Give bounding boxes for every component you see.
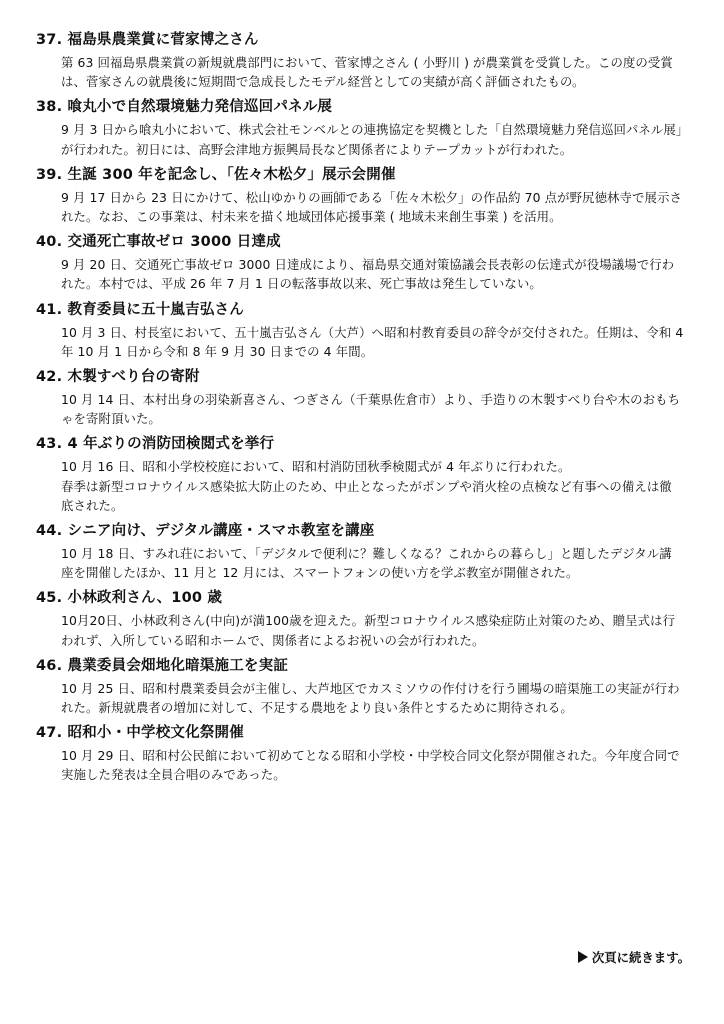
news-item-38 — [36, 97, 684, 158]
item-body: 10 月 14 日、本村出身の羽染新喜さん、つぎさん（千葉県佐倉市）より、手造りの木製すべり台や木のおもちゃを寄附頂いた。 — [61, 392, 681, 427]
item-title: 37. 福島県農業賞に菅家博之さん — [36, 32, 259, 48]
continued-text: 次頁に続きます。 — [591, 950, 690, 965]
item-body: 9 月 17 日から 23 日にかけて、松山ゆかりの画師である「佐々木松夕」の作品約 70 点が野尻徳林寺で展示された。なお、この事業は、村未来を描く地域団体応援事業 ( 地域未来創生事業 ) を活用。 — [61, 189, 683, 225]
item-body: 10 月 18 日、すみれ荘において、「デジタルで便利に？難しくなる？これからの暮らし」と題したデジタル講座を開催したほか、11 月と 12 月には、スマートフォンの使い方を学ぶ教室が開催された。 — [61, 546, 672, 581]
news-item-46 — [36, 656, 684, 717]
item-body: 10 月 25 日、昭和村農業委員会が主催し、大芦地区でカスミソウの作付けを行う圃場の暗渠施工の実証が行われた。新規就農者の増加に対して、不足する農地をより良い条件とするために期待される。 — [61, 680, 680, 716]
item-body: 10 月 29 日、昭和村公民館において初めてとなる昭和小学校・中学校合同文化祭が開催された。今年度合同で実施した発表は全員合唱のみであった。 — [61, 748, 680, 783]
news-item-40 — [36, 232, 684, 293]
news-item-37 — [36, 30, 684, 91]
item-title: 45. 小林政利さん、100 歳 — [36, 590, 223, 607]
item-body: 9 月 3 日から喰丸小において、株式会社モンベルとの連携協定を契機とした「自然環境魅力発信巡回パネル展」が行われた。初日には、高野会津地方振興局長など関係者によりテープカットが行われた。 — [61, 122, 683, 157]
item-title: 41. 教育委員に五十嵐吉弘さん — [36, 301, 244, 318]
news-item-43 — [36, 434, 684, 515]
news-item-41 — [36, 300, 684, 361]
item-title: 38. 喰丸小で自然環境魅力発信巡回パネル展 — [36, 99, 333, 116]
news-item-45 — [36, 588, 684, 649]
news-item-39 — [36, 165, 684, 226]
item-title: 46. 農業委員会畑地化暗渠施工を実証 — [36, 657, 289, 674]
item-title: 43. 4 年ぶりの消防団検閲式を挙行 — [36, 436, 275, 453]
news-item-44 — [36, 521, 684, 582]
item-title: 44. シニア向け、デジタル講座・スマホ教室を講座 — [36, 523, 375, 540]
item-body: 10月20日、小林政利さん(中向)が満100歳を迎えた。新型コロナウイルス感染症防止対策のため、贈呈式は行われず、入所している昭和ホームで、関係者によるお祝いの会が行われた。 — [61, 613, 676, 648]
news-item-47 — [36, 723, 684, 784]
item-body: 9 月 20 日、交通死亡事故ゼロ 3000 日達成により、福島県交通対策協議会長表彰の伝達式が役場議場で行われた。本村では、平成 26 年 7 月 1 日の転落事故以来、死亡事故は発生していない。 — [61, 257, 675, 292]
item-body: 第 63 回福島県農業賞の新規就農部門において、菅家博之さん ( 小野川 ) が農業賞を受賞した。この度の受賞は、菅家さんの就農後に短期間で急成長したモデル経営としての実績が高く評価されたもの。 — [61, 55, 673, 90]
item-title: 39. 生誕 300 年を記念し、「佐々木松夕」展示会開催 — [36, 166, 396, 183]
triangle-right-icon — [578, 951, 588, 963]
news-item-42 — [36, 367, 684, 428]
item-title: 40. 交通死亡事故ゼロ 3000 日達成 — [36, 234, 281, 251]
item-body: 10 月 3 日、村長室において、五十嵐吉弘さん（大芦）へ昭和村教育委員の辞令が交付された。任期は、令和 4 年 10 月 1 日から令和 8 年 9 月 30 日までの 4 年間。 — [61, 324, 684, 359]
item-title: 42. 木製すべり台の寄附 — [36, 369, 200, 386]
continued-note — [578, 948, 690, 966]
item-body: 10 月 16 日、昭和小学校校庭において、昭和村消防団秋季検閲式が 4 年ぶりに行われた。 春季は新型コロナウイルス感染拡大防止のため、中止となったがポンプや消火栓の点検など有事への備えは徹底された。 — [61, 459, 672, 513]
item-title: 47. 昭和小・中学校文化祭開催 — [36, 725, 244, 742]
